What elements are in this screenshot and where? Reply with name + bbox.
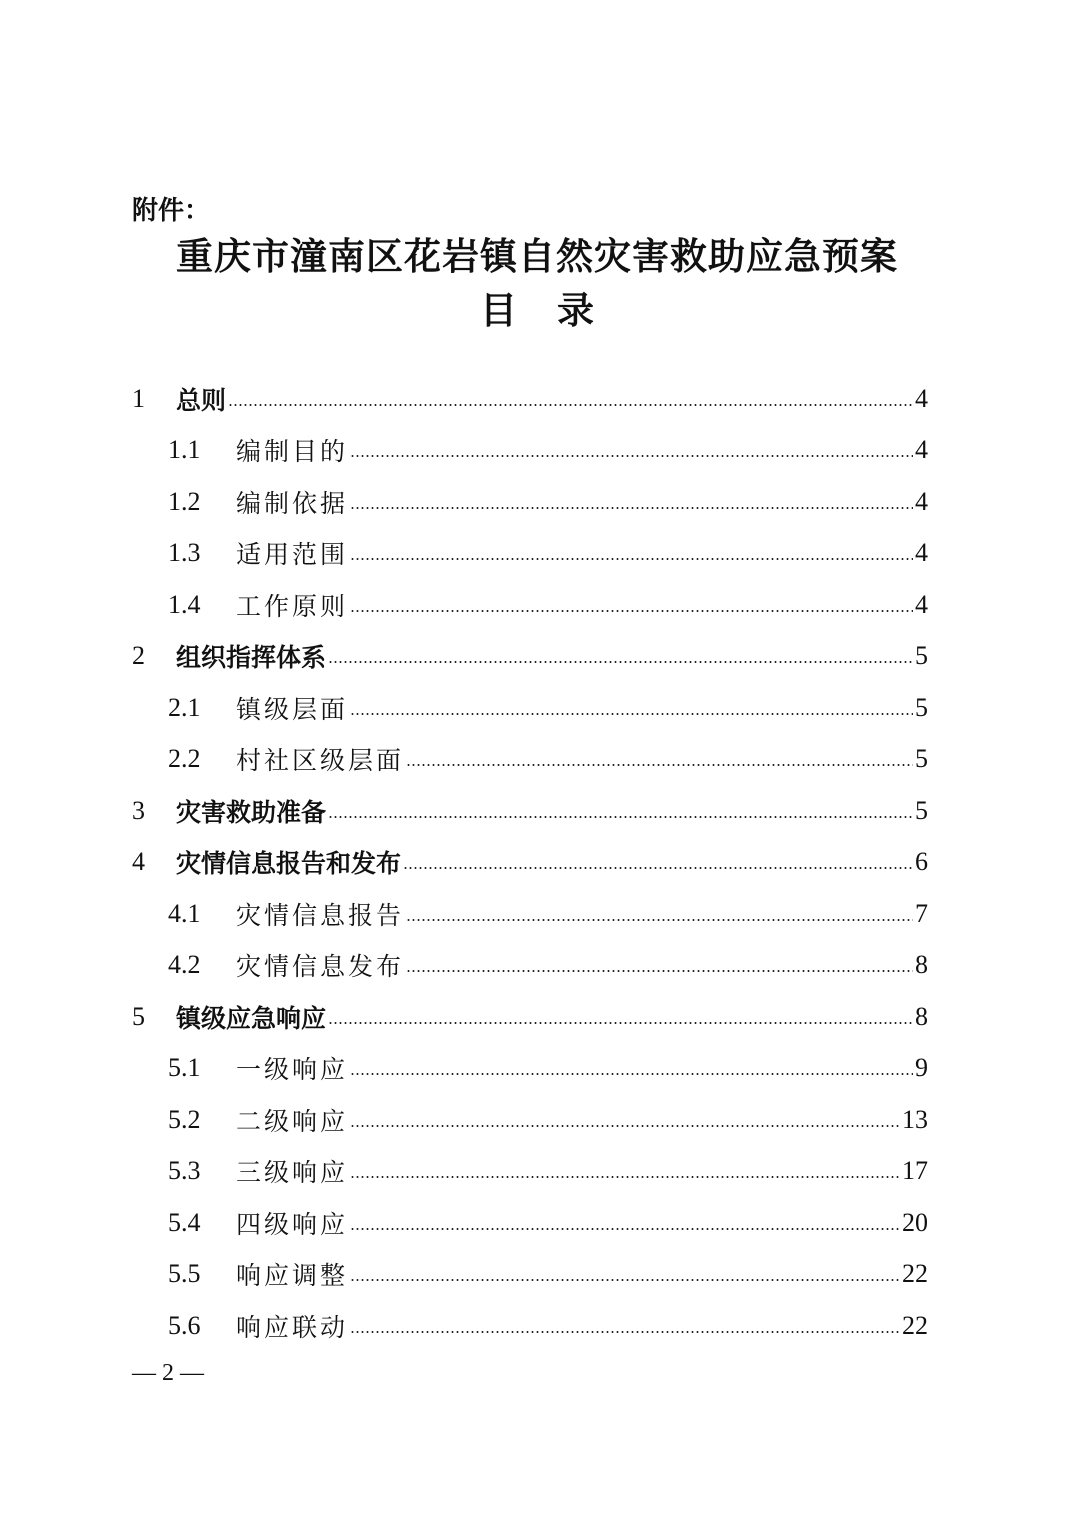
toc-entry-title: 灾情信息报告和发布	[176, 849, 402, 879]
toc-dot-leader	[403, 867, 913, 869]
toc-entry-page: 9	[915, 1053, 928, 1083]
toc-entry-number: 1.4	[168, 589, 201, 619]
toc-entry-page: 22	[902, 1310, 928, 1340]
toc-entry-number: 2.1	[168, 692, 201, 722]
toc-dot-leader	[350, 610, 913, 612]
toc-dot-leader	[228, 404, 913, 406]
toc-dot-leader	[350, 1279, 900, 1281]
toc-dot-leader	[350, 1331, 900, 1333]
toc-entry[interactable]	[0, 734, 1074, 786]
toc-entry-title: 镇级层面	[236, 694, 349, 724]
toc-dot-leader	[350, 1176, 900, 1178]
toc-entry-number: 2	[132, 641, 145, 671]
toc-entry-number: 5.5	[168, 1259, 201, 1289]
toc-entry-title: 一级响应	[236, 1055, 349, 1085]
toc-dot-leader	[406, 919, 913, 921]
toc-entry-title: 三级响应	[236, 1158, 349, 1188]
toc-entry-number: 4.2	[168, 950, 201, 980]
toc-entry-title: 二级响应	[236, 1106, 349, 1136]
toc-entry[interactable]	[0, 1249, 1074, 1301]
toc-entry-number: 4.1	[168, 898, 201, 928]
toc-entry-page: 17	[902, 1156, 928, 1186]
toc-entry[interactable]	[0, 1197, 1074, 1249]
toc-dot-leader	[350, 1228, 900, 1230]
toc-entry-page: 5	[915, 744, 928, 774]
toc-entry-number: 4	[132, 847, 145, 877]
toc-entry-title: 村社区级层面	[236, 746, 405, 776]
toc-entry-page: 6	[915, 847, 928, 877]
toc-entry-title: 工作原则	[236, 591, 349, 621]
toc-entry-title: 编制依据	[236, 488, 349, 518]
document-title: 重庆市潼南区花岩镇自然灾害救助应急预案	[176, 234, 898, 278]
toc-dot-leader	[350, 1073, 913, 1075]
toc-entry[interactable]	[0, 425, 1074, 477]
toc-entry[interactable]	[0, 373, 1074, 425]
toc-entry-title: 适用范围	[236, 540, 349, 570]
toc-dot-leader	[328, 1022, 913, 1024]
toc-entry-title: 灾情信息报告	[236, 900, 405, 930]
table-of-contents	[0, 373, 1074, 1352]
toc-entry-number: 5.2	[168, 1104, 201, 1134]
toc-entry[interactable]	[0, 785, 1074, 837]
toc-entry-page: 4	[915, 435, 928, 465]
toc-dot-leader	[328, 661, 913, 663]
toc-entry-page: 20	[902, 1207, 928, 1237]
toc-entry-number: 5.4	[168, 1207, 201, 1237]
toc-entry-title: 灾害救助准备	[176, 797, 327, 827]
toc-dot-leader	[406, 970, 913, 972]
toc-entry-number: 3	[132, 795, 145, 825]
toc-entry-title: 响应联动	[236, 1312, 349, 1342]
toc-entry-number: 1.2	[168, 486, 201, 516]
toc-entry[interactable]	[0, 579, 1074, 631]
toc-entry[interactable]	[0, 528, 1074, 580]
toc-dot-leader	[350, 1125, 900, 1127]
toc-entry-page: 4	[915, 383, 928, 413]
toc-entry[interactable]	[0, 1300, 1074, 1352]
toc-entry-number: 1.1	[168, 435, 201, 465]
toc-entry-title: 组织指挥体系	[176, 643, 327, 673]
toc-entry-title: 总则	[176, 385, 227, 415]
toc-entry-title: 镇级应急响应	[176, 1003, 327, 1033]
toc-entry[interactable]	[0, 888, 1074, 940]
toc-entry-number: 5.6	[168, 1310, 201, 1340]
toc-entry-page: 4	[915, 538, 928, 568]
toc-entry-page: 8	[915, 1001, 928, 1031]
toc-entry[interactable]	[0, 940, 1074, 992]
toc-entry-page: 13	[902, 1104, 928, 1134]
toc-dot-leader	[328, 816, 913, 818]
toc-entry-title: 灾情信息发布	[236, 952, 405, 982]
toc-entry[interactable]	[0, 1146, 1074, 1198]
toc-dot-leader	[350, 558, 913, 560]
toc-entry-page: 5	[915, 692, 928, 722]
toc-entry-number: 2.2	[168, 744, 201, 774]
toc-entry-number: 1	[132, 383, 145, 413]
toc-entry-page: 5	[915, 795, 928, 825]
toc-entry-page: 4	[915, 589, 928, 619]
toc-entry[interactable]	[0, 476, 1074, 528]
toc-entry-number: 5.1	[168, 1053, 201, 1083]
toc-entry-page: 7	[915, 898, 928, 928]
toc-entry[interactable]	[0, 1094, 1074, 1146]
toc-entry-number: 5	[132, 1001, 145, 1031]
toc-dot-leader	[350, 507, 913, 509]
toc-entry-page: 22	[902, 1259, 928, 1289]
toc-entry-title: 四级响应	[236, 1209, 349, 1239]
toc-entry-page: 5	[915, 641, 928, 671]
toc-dot-leader	[350, 455, 913, 457]
attachment-label: 附件：	[132, 196, 211, 226]
toc-dot-leader	[406, 764, 913, 766]
toc-entry[interactable]	[0, 837, 1074, 889]
toc-entry-title: 响应调整	[236, 1261, 349, 1291]
toc-entry[interactable]	[0, 991, 1074, 1043]
page-number: — 2 —	[132, 1360, 204, 1386]
toc-dot-leader	[350, 713, 913, 715]
toc-entry[interactable]	[0, 1043, 1074, 1095]
toc-entry-number: 5.3	[168, 1156, 201, 1186]
toc-heading: 目录	[480, 288, 634, 332]
toc-entry-page: 8	[915, 950, 928, 980]
toc-entry[interactable]	[0, 682, 1074, 734]
toc-entry[interactable]	[0, 631, 1074, 683]
toc-entry-number: 1.3	[168, 538, 201, 568]
toc-entry-page: 4	[915, 486, 928, 516]
toc-entry-title: 编制目的	[236, 437, 349, 467]
